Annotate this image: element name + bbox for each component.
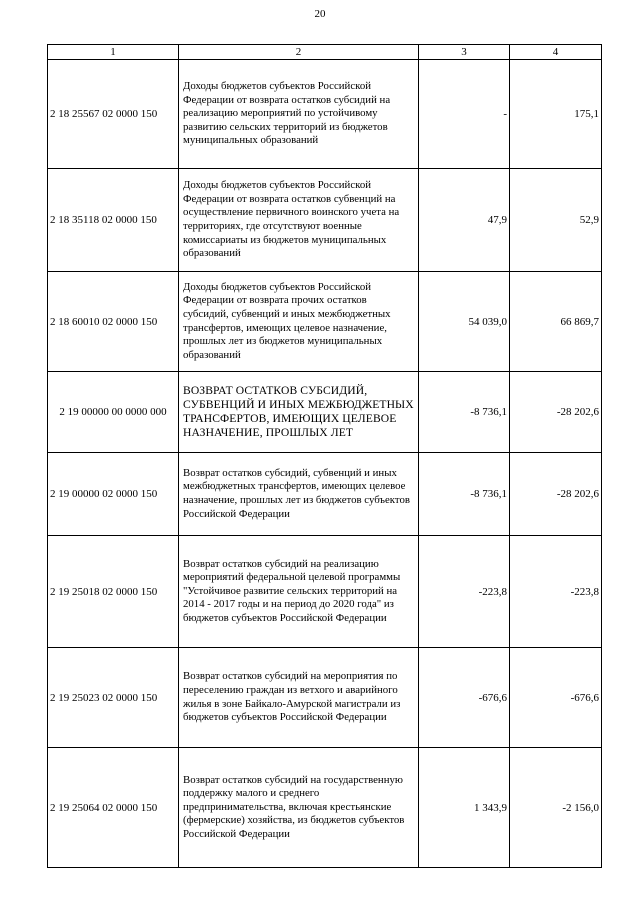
row-value-col4: -28 202,6 [510, 453, 602, 536]
row-value-col4: 66 869,7 [510, 272, 602, 372]
row-value-col4: -676,6 [510, 648, 602, 748]
row-description: Возврат остатков субсидий, субвенций и иных межбюджетных трансфертов, имеющих целевое назначение, прошлых лет из бюджетов субъектов Российской Федерации [179, 453, 419, 536]
row-code: 2 19 00000 02 0000 150 [48, 453, 179, 536]
table-row [48, 748, 602, 868]
row-code: 2 19 25023 02 0000 150 [48, 648, 179, 748]
table-row [48, 60, 602, 169]
row-value-col4: 52,9 [510, 169, 602, 272]
row-description: Возврат остатков субсидий на государственную поддержку малого и среднего предпринимательства, включая крестьянские (фермерские) хозяйства, из бюджетов субъектов Российской Федерации [179, 748, 419, 868]
column-header-1: 1 [48, 45, 179, 60]
column-header-4: 4 [510, 45, 602, 60]
table-row [48, 453, 602, 536]
row-value-col3: - [419, 60, 510, 169]
row-value-col3: -8 736,1 [419, 453, 510, 536]
row-value-col3: 47,9 [419, 169, 510, 272]
row-value-col4: 175,1 [510, 60, 602, 169]
row-code: 2 18 35118 02 0000 150 [48, 169, 179, 272]
page-number: 20 [314, 8, 326, 20]
row-code: 2 19 00000 00 0000 000 [48, 372, 179, 453]
row-value-col3: 54 039,0 [419, 272, 510, 372]
row-code: 2 19 25064 02 0000 150 [48, 748, 179, 868]
budget-table [47, 44, 602, 868]
row-description: Доходы бюджетов субъектов Российской Федерации от возврата остатков субвенций на осуществление первичного воинского учета на территориях, где отсутствуют военные комиссариаты из бюджетов муниципальных образований [179, 169, 419, 272]
row-value-col4: -223,8 [510, 536, 602, 648]
row-description: Возврат остатков субсидий на мероприятия по переселению граждан из ветхого и аварийного жилья в зоне Байкало-Амурской магистрали из бюджетов субъектов Российской Федерации [179, 648, 419, 748]
table-header-row [48, 45, 602, 60]
row-code: 2 18 25567 02 0000 150 [48, 60, 179, 169]
table-row [48, 648, 602, 748]
row-code: 2 18 60010 02 0000 150 [48, 272, 179, 372]
row-description: Возврат остатков субсидий на реализацию мероприятий федеральной целевой программы "Устойчивое развитие сельских территорий на 2014 - 2017 годы и на период до 2020 года" из бюджетов субъектов Российской Федерации [179, 536, 419, 648]
row-value-col3: -676,6 [419, 648, 510, 748]
row-value-col3: 1 343,9 [419, 748, 510, 868]
column-header-3: 3 [419, 45, 510, 60]
table-row [48, 536, 602, 648]
row-code: 2 19 25018 02 0000 150 [48, 536, 179, 648]
row-value-col3: -8 736,1 [419, 372, 510, 453]
row-description: Доходы бюджетов субъектов Российской Федерации от возврата остатков субсидий на реализацию мероприятий по устойчивому развитию сельских территорий из бюджетов муниципальных образований [179, 60, 419, 169]
row-description: ВОЗВРАТ ОСТАТКОВ СУБСИДИЙ, СУБВЕНЦИЙ И ИНЫХ МЕЖБЮДЖЕТНЫХ ТРАНСФЕРТОВ, ИМЕЮЩИХ ЦЕЛЕВОЕ НАЗНАЧЕНИЕ, ПРОШЛЫХ ЛЕТ [179, 372, 419, 453]
row-value-col3: -223,8 [419, 536, 510, 648]
table-row [48, 372, 602, 453]
table-row [48, 169, 602, 272]
column-header-2: 2 [179, 45, 419, 60]
row-description: Доходы бюджетов субъектов Российской Федерации от возврата прочих остатков субсидий, субвенций и иных межбюджетных трансфертов, имеющих целевое назначение, прошлых лет из бюджетов муниципальных образований [179, 272, 419, 372]
row-value-col4: -28 202,6 [510, 372, 602, 453]
table-row [48, 272, 602, 372]
row-value-col4: -2 156,0 [510, 748, 602, 868]
